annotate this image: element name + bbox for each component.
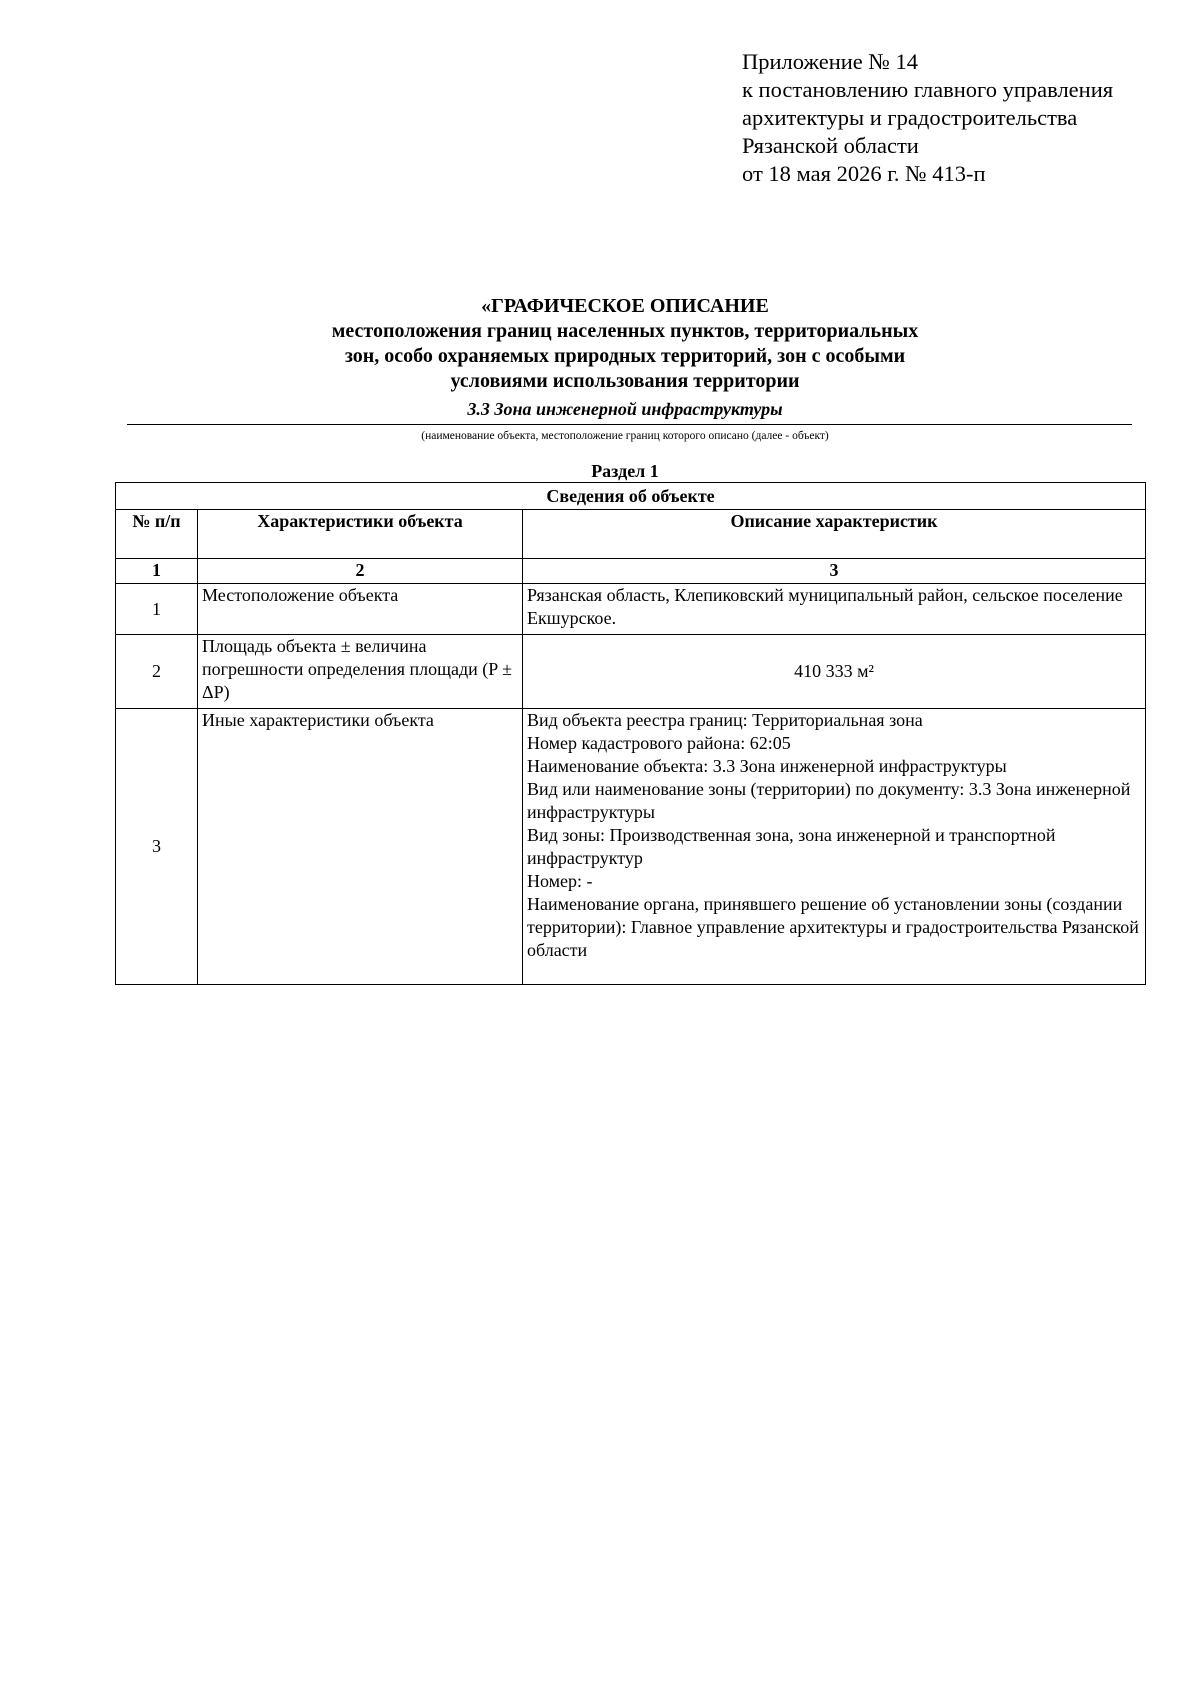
row-description-area: 410 333 м² <box>523 635 1146 709</box>
annex-number: Приложение № 14 <box>742 49 918 74</box>
description-line: Номер: - <box>527 871 593 891</box>
header-num: № п/п <box>116 510 198 559</box>
row-description-list <box>523 709 1146 985</box>
description-line: Вид объекта реестра границ: Территориальная зона <box>527 710 923 730</box>
table-caption: Сведения об объекте <box>116 483 1146 510</box>
description-line: Наименование органа, принявшего решение об установлении зоны (создании территории): Главное управление архитектуры и градостроительства Рязанской области <box>527 894 1139 960</box>
object-name-underline <box>127 424 1132 425</box>
description-line: Номер кадастрового района: 62:05 <box>527 733 791 753</box>
object-name: 3.3 Зона инженерной инфраструктуры <box>467 399 783 419</box>
object-name-hint: (наименование объекта, местоположение границ которого описано (далее - объект) <box>421 430 829 442</box>
section-title: Раздел 1 <box>591 461 659 481</box>
title-line-2: местоположения границ населенных пунктов, территориальных <box>331 320 919 342</box>
annex-authority: архитектуры и градостроительства <box>742 105 1078 130</box>
row-index: 1 <box>116 584 198 635</box>
description-line: Вид зоны: Производственная зона, зона инженерной и транспортной инфраструктур <box>527 825 1056 868</box>
row-characteristic: Иные характеристики объекта <box>198 709 523 985</box>
column-number: 3 <box>523 559 1146 584</box>
header-description: Описание характеристик <box>523 510 1146 559</box>
table-header-row <box>116 510 1146 559</box>
row-index: 2 <box>116 635 198 709</box>
table-row <box>116 709 1146 985</box>
column-number: 1 <box>116 559 198 584</box>
annex-reference: к постановлению главного управления <box>742 77 1114 102</box>
header-characteristic: Характеристики объекта <box>198 510 523 559</box>
description-line: Наименование объекта: 3.3 Зона инженерной инфраструктуры <box>527 756 1007 776</box>
row-description: Рязанская область, Клепиковский муниципальный район, сельское поселение Екшурское. <box>523 584 1146 635</box>
title-line-4: условиями использования территории <box>450 370 800 392</box>
object-info-table <box>115 482 1146 985</box>
annex-header <box>742 48 1182 188</box>
table-row <box>116 584 1146 635</box>
document-title <box>120 294 1130 394</box>
description-line: Вид или наименование зоны (территории) по документу: 3.3 Зона инженерной инфраструктуры <box>527 779 1131 822</box>
row-characteristic: Площадь объекта ± величина погрешности определения площади (P ± ΔP) <box>198 635 523 709</box>
column-numbers-row <box>116 559 1146 584</box>
annex-date: от 18 мая 2026 г. № 413-п <box>742 161 986 186</box>
annex-region: Рязанской области <box>742 133 919 158</box>
title-line-3: зон, особо охраняемых природных территорий, зон с особыми <box>344 345 906 367</box>
row-index: 3 <box>116 709 198 985</box>
table-row <box>116 635 1146 709</box>
column-number: 2 <box>198 559 523 584</box>
title-line-1: «ГРАФИЧЕСКОЕ ОПИСАНИЕ <box>481 295 769 317</box>
row-characteristic: Местоположение объекта <box>198 584 523 635</box>
